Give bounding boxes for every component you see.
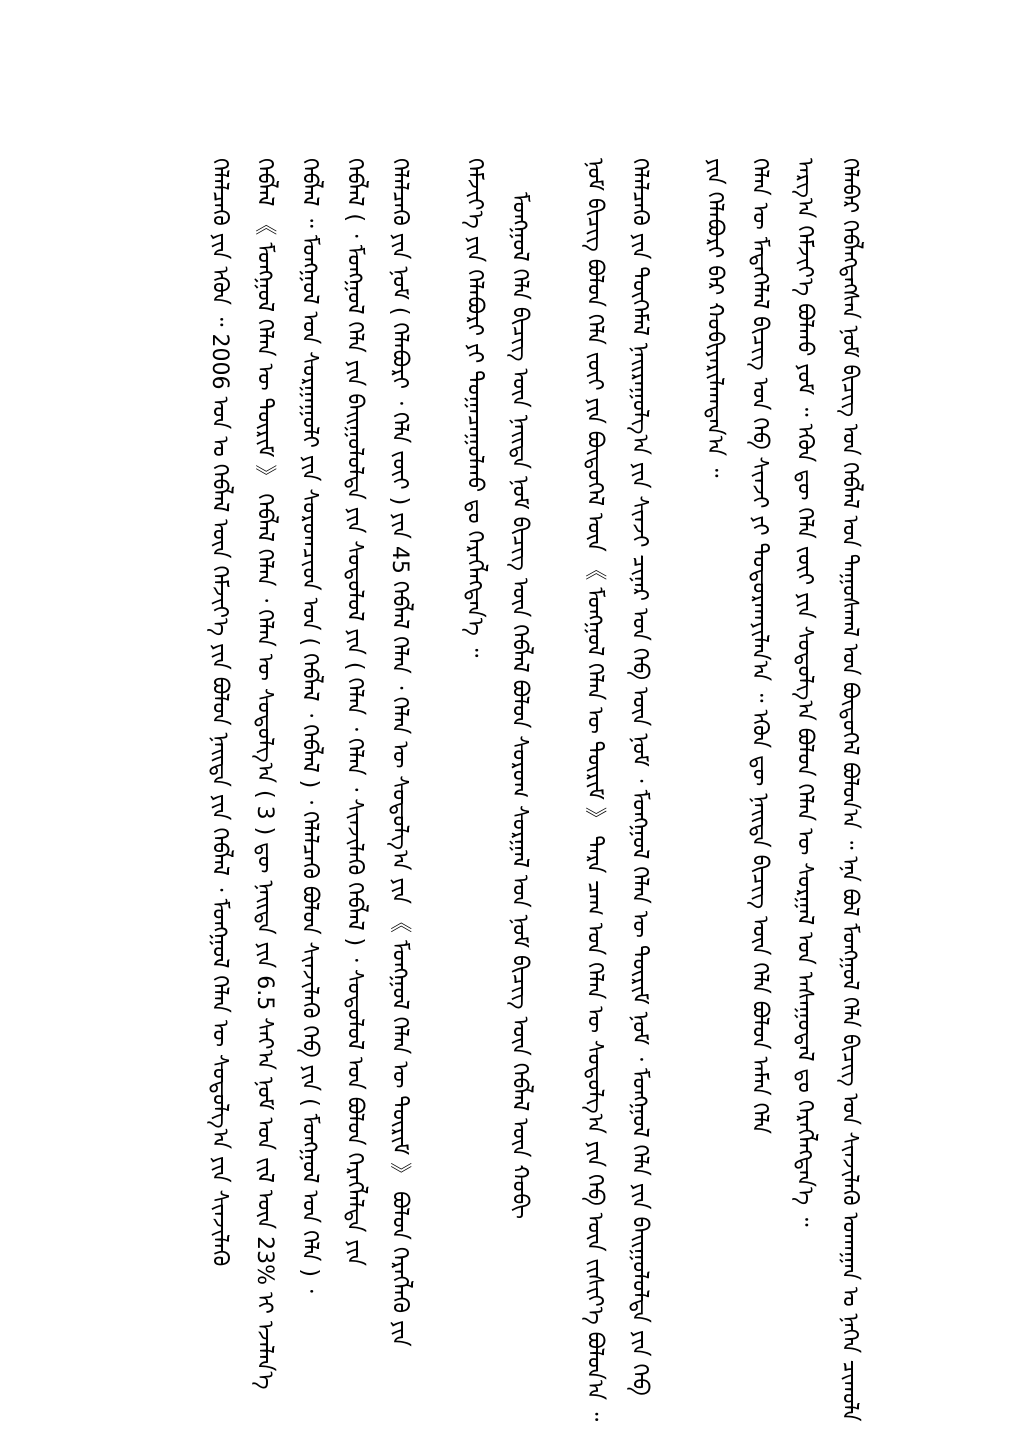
text-line: ᠬᠡᠪᠯᠡᠯ ᠃ ᠮᠣᠩᠭᠣᠯ ᠤᠨ ᠰᠤᠷᠭᠠᠭᠤᠯᠢ ᠶᠢᠨ ᠰᠤᠷᠤᠭᠴᠢᠳ ᠤᠨ ( ᠬᠡᠪᠯᠡᠯ ᠂ ᠬᠡᠪᠯᠡᠯ ) ᠂ ᠬᠡᠯᠡᠯᠴᠡᠬᠦ ᠪᠣᠯᠤᠨ ᠰᠢᠨᠵᠢᠯᠡᠬᠦ ᠬᠡᠪ ᠶᠢᠨ ( ᠮᠣᠩᠭᠣᠯ ᠤᠨ ᠬᠡᠯᠡ ) ᠂: [297, 158, 322, 1293]
text-line: ᠨᠣᠮ ᠪᠢᠴᠢᠭ ᠪᠣᠯᠤᠨ ᠬᠡᠯᠡ ᠵᠦᠢ ᠶᠢᠨ ᠪᠦᠲᠦᠭᠡᠯ ᠦᠨ 《 ᠮᠣᠩᠭᠣᠯ ᠬᠡᠯᠡᠨ ᠦ ᠳᠦᠷᠢᠮ 》 ᠲᠡᠷᠡ ᠴᠠᠭ ᠤᠨ ᠬᠡᠯᠡᠨ ᠦ ᠰᠤᠳᠤᠯᠭ᠎ᠠ ᠶᠢᠨ ᠬᠡᠪ ᠦᠨ ᠵᠢᠱᠢᠶ᠎ᠡ ᠪᠣᠯᠤᠨ᠎ᠠ ᠃: [582, 158, 607, 1422]
text-line: ᠮᠣᠩᠭᠣᠯ ᠬᠡᠯᠡ ᠪᠢᠴᠢᠭ ᠦᠨ ᠨᠡᠢᠲᠡ ᠨᠣᠮ ᠪᠢᠴᠢᠭ ᠦᠨ ᠬᠡᠪᠯᠡᠯ ᠪᠣᠯᠤᠨ ᠰᠤᠷᠤᠭ ᠰᠤᠷᠭᠠᠯ ᠤᠨ ᠨᠣᠮ ᠪᠢᠴᠢᠭ ᠦᠨ ᠬᠡᠪᠯᠡᠯ ᠦᠨ ᠬᠤᠪᠢ: [507, 192, 532, 1220]
text-line: ᠬᠡᠪᠯᠡᠯ 《 ᠮᠣᠩᠭᠣᠯ ᠬᠡᠯᠡᠨ ᠦ ᠳᠦᠷᠢᠮ 》 ᠬᠡᠪᠯᠡᠯ ᠬᠡᠯᠡᠨ ᠂ ᠬᠡᠯᠡᠨ ᠦ ᠰᠤᠳᠤᠯᠭ᠎ᠠ ( 3 ) ᠳᠦ ᠨᠡᠢᠲᠡ ᠶᠢᠨ 6.5 ᠰᠠᠶ᠎ᠠ ᠨᠣᠮ ᠤᠨ ᠵᠢᠯ ᠦᠨ 23% ᠢ ᠡᠵᠡᠯᠡᠨ᠎ᠡ: [252, 158, 277, 1390]
text-line: ᠬᠡᠯᠡᠯᠴᠡᠬᠦ ᠶᠢᠨ ᠡᠭᠦᠨ ᠃ 2006 ᠣᠨ ᠤ ᠬᠡᠪᠯᠡᠯ ᠦᠨ ᠬᠡᠮᠵᠢᠶ᠎ᠡ ᠶᠢᠨ ᠪᠣᠯᠤᠨ ᠨᠡᠢᠲᠡ ᠶᠢᠨ ᠬᠡᠪᠯᠡᠯ ᠂ ᠮᠣᠩᠭᠣᠯ ᠬᠡᠯᠡᠨ ᠦ ᠰᠤᠳᠤᠯᠭ᠎ᠠ ᠶᠢᠨ ᠰᠢᠨᠵᠢᠯᠡᠬᠦ: [207, 158, 232, 1267]
text-line: ᠬᠡᠯᠡᠯᠴᠡᠬᠦ ᠶᠢᠨ ᠨᠣᠮ ( ᠬᠡᠯᠡᠪᠦᠷᠢ ᠂ ᠬᠡᠯᠡ ᠵᠦᠢ ) ᠶᠢᠨ 45 ᠬᠡᠪᠯᠡᠯ ᠬᠡᠯᠡᠨ ᠂ ᠬᠡᠯᠡᠨ ᠦ ᠰᠤᠳᠤᠯᠭ᠎ᠠ ᠶᠢᠨ 《 ᠮᠣᠩᠭᠣᠯ ᠬᠡᠯᠡᠨ ᠦ ᠳᠦᠷᠢᠮ 》 ᠪᠣᠯᠤᠨ ᠬᠡᠷᠡᠭᠯᠡᠬᠦ ᠶᠢᠨ: [387, 158, 412, 1347]
text-line: ᠬᠡᠯᠡᠪᠡᠷ ᠬᠡᠪᠯᠡᠭᠳᠡᠭᠰᠡᠨ ᠨᠣᠮ ᠪᠢᠴᠢᠭ ᠤᠨ ᠬᠡᠪᠯᠡᠯ ᠤᠨ ᠳᠠᠭᠤᠰᠭᠠᠯ ᠤᠨ ᠪᠦᠲᠦᠭᠡᠯ ᠪᠣᠯᠤᠨ᠎ᠠ ᠃ ᠡᠨᠡ ᠪᠣᠯ ᠮᠣᠩᠭᠣᠯ ᠬᠡᠯᠡ ᠪᠢᠴᠢᠭ ᠤᠨ ᠰᠢᠨᠵᠢᠯᠡᠬᠦ ᠤᠬᠠᠭᠠᠨ ᠤ ᠨᠡᠭᠡᠨ ᠴᠢᠬᠤᠯᠠ: [837, 158, 862, 1422]
text-line: ᠠᠷᠭ᠎ᠠ ᠬᠡᠮᠵᠢᠶ᠎ᠡ ᠪᠣᠯᠬᠤ ᠶᠤᠮ ᠃ ᠡᠭᠦᠨ ᠳᠦ ᠬᠡᠯᠡ ᠵᠦᠢ ᠶᠢᠨ ᠰᠤᠳᠤᠯᠭ᠎ᠠ ᠪᠣᠯᠤᠨ ᠬᠡᠯᠡᠨ ᠦ ᠰᠤᠷᠭᠠᠯ ᠤᠨ ᠠᠰᠠᠭᠤᠳᠠᠯ ᠳᠤ ᠬᠡᠷᠡᠭᠯᠡᠭᠳᠡᠨ᠎ᠡ ᠃: [792, 158, 817, 1227]
text-line: ᠬᠡᠪᠯᠡᠯ ( ᠂ ᠮᠣᠩᠭᠣᠯ ᠬᠡᠯᠡ ᠶᠢᠨ ᠪᠠᠢᠭᠤᠯᠤᠯᠲᠠ ᠶᠢᠨ ᠰᠤᠳᠤᠯᠤᠯ ᠶᠢᠨ ( ᠬᠡᠯᠡᠨ ᠂ ᠬᠡᠯᠡᠨ ᠂ ᠰᠢᠨᠵᠢᠯᠡᠬᠦ ᠬᠡᠪᠯᠡᠯ ) ᠂ ᠰᠤᠳᠤᠯᠤᠯ ᠤᠨ ᠪᠣᠯᠤᠨ ᠬᠡᠷᠡᠭᠯᠡᠯᠲᠡ ᠶᠢᠨ: [342, 158, 367, 1266]
text-line: ᠶᠢᠨ ᠬᠡᠯᠡᠪᠦᠷᠢ ᠪᠠᠷ ᠬᠤᠪᠢᠶᠠᠷᠢᠯᠠᠭᠳᠠᠨ᠎ᠠ ᠃: [702, 158, 727, 478]
text-line: ᠬᠡᠯᠡᠨ ᠦ ᠮᠡᠳᠡᠭᠡᠯᠡᠯ ᠪᠢᠴᠢᠭ ᠤᠨ ᠬᠡᠪ ᠰᠢᠨᠵᠢ ᠶᠢ ᠲᠣᠳᠣᠷᠬᠠᠶᠢᠯᠠᠨ᠎ᠠ ᠃ ᠡᠭᠦᠨ ᠳᠦ ᠨᠡᠢᠲᠡ ᠪᠢᠴᠢᠭ ᠦᠨ ᠬᠡᠯᠡ ᠪᠣᠯᠤᠨ ᠠᠮᠠᠨ ᠬᠡᠯᠡ: [747, 158, 772, 1135]
text-line: ᠬᠡᠮᠵᠢᠶ᠎ᠡ ᠶᠢᠨ ᠬᠡᠯᠡᠪᠦᠷᠢ ᠶᠢ ᠲᠣᠭᠠᠴᠠᠭᠤᠯᠬᠤ ᠳᠤ ᠬᠡᠷᠡᠭᠯᠡᠭᠳᠡᠨ᠎ᠡ ᠃: [462, 158, 487, 658]
text-line: ᠬᠡᠯᠡᠯᠴᠡᠬᠦ ᠶᠢᠨ ᠲᠥᠭᠡᠮᠡᠯ ᠨᠠᠢᠷᠠᠭᠤᠯᠭ᠎ᠠ ᠶᠢᠨ ᠰᠢᠨᠵᠢ ᠴᠢᠨᠠᠷ ᠤᠨ ᠬᠡᠪ ᠦᠨ ᠨᠣᠮ ᠂ ᠮᠣᠩᠭᠣᠯ ᠬᠡᠯᠡᠨ ᠦ ᠳᠦᠷᠢᠮ ᠨᠣᠮ ᠂ ᠮᠣᠩᠭᠣᠯ ᠬᠡᠯᠡ ᠶᠢᠨ ᠪᠠᠢᠭᠤᠯᠤᠯᠲᠠ ᠶᠢᠨ ᠬᠡᠪ: [627, 158, 652, 1396]
